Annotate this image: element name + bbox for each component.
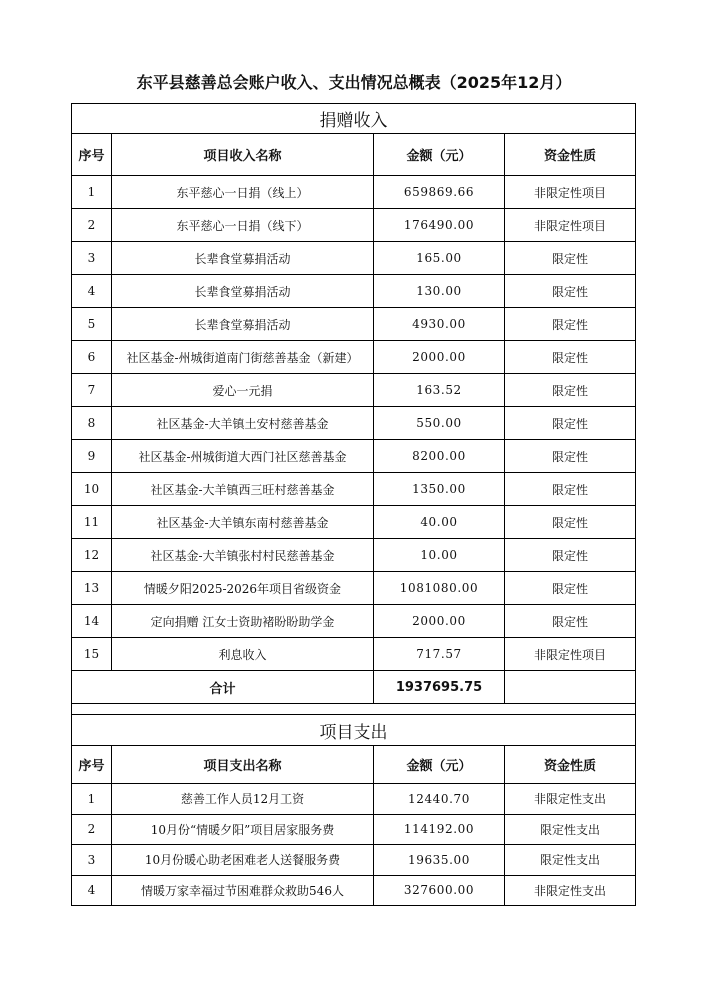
cell-name: 东平慈心一日捐（线上）: [112, 176, 374, 209]
cell-name: 定向捐赠 江女士资助褚盼盼助学金: [112, 605, 374, 638]
col-header-nature: 资金性质: [505, 134, 636, 176]
cell-seq: 14: [72, 605, 112, 638]
cell-seq: 11: [72, 506, 112, 539]
col-header-amount: 金额（元）: [374, 746, 505, 784]
table-row: [72, 814, 636, 845]
table-row: [72, 572, 636, 605]
cell-nature: 限定性支出: [505, 845, 636, 876]
cell-name: 社区基金-州城街道南门街慈善基金（新建）: [112, 341, 374, 374]
cell-amount: 1081080.00: [374, 572, 505, 605]
col-header-seq: 序号: [72, 746, 112, 784]
cell-name: 社区基金-大羊镇西三旺村慈善基金: [112, 473, 374, 506]
income-column-headers: [72, 134, 636, 176]
cell-seq: 1: [72, 784, 112, 815]
table-row: [72, 506, 636, 539]
cell-amount: 1350.00: [374, 473, 505, 506]
cell-nature: 限定性: [505, 242, 636, 275]
cell-nature: 限定性: [505, 605, 636, 638]
cell-nature: 限定性: [505, 572, 636, 605]
cell-seq: 15: [72, 638, 112, 671]
table-row: [72, 374, 636, 407]
cell-name: 社区基金-大羊镇张村村民慈善基金: [112, 539, 374, 572]
cell-seq: 1: [72, 176, 112, 209]
income-total-row: [72, 671, 636, 704]
col-header-name: 项目支出名称: [112, 746, 374, 784]
cell-name: 社区基金-大羊镇东南村慈善基金: [112, 506, 374, 539]
cell-seq: 4: [72, 875, 112, 906]
cell-nature: 限定性: [505, 407, 636, 440]
cell-nature: 非限定性项目: [505, 176, 636, 209]
table-row: [72, 308, 636, 341]
table-row: [72, 407, 636, 440]
cell-name: 爱心一元捐: [112, 374, 374, 407]
cell-amount: 717.57: [374, 638, 505, 671]
table-row: [72, 209, 636, 242]
cell-nature: 非限定性支出: [505, 875, 636, 906]
cell-amount: 176490.00: [374, 209, 505, 242]
cell-nature: 非限定性项目: [505, 638, 636, 671]
total-nature-empty: [505, 671, 636, 704]
cell-amount: 550.00: [374, 407, 505, 440]
expense-section-header: [72, 715, 636, 746]
cell-nature: 限定性: [505, 341, 636, 374]
cell-nature: 限定性: [505, 440, 636, 473]
cell-seq: 2: [72, 814, 112, 845]
table-row: [72, 440, 636, 473]
cell-amount: 2000.00: [374, 605, 505, 638]
cell-amount: 659869.66: [374, 176, 505, 209]
expense-column-headers: [72, 746, 636, 784]
cell-nature: 限定性支出: [505, 814, 636, 845]
cell-nature: 限定性: [505, 308, 636, 341]
table-row: [72, 176, 636, 209]
cell-seq: 10: [72, 473, 112, 506]
cell-amount: 12440.70: [374, 784, 505, 815]
col-header-seq: 序号: [72, 134, 112, 176]
cell-amount: 165.00: [374, 242, 505, 275]
expense-section-title: 项目支出: [72, 715, 636, 746]
cell-seq: 13: [72, 572, 112, 605]
cell-name: 东平慈心一日捐（线下）: [112, 209, 374, 242]
cell-amount: 130.00: [374, 275, 505, 308]
cell-seq: 8: [72, 407, 112, 440]
cell-nature: 限定性: [505, 374, 636, 407]
cell-nature: 非限定性项目: [505, 209, 636, 242]
total-label: 合计: [72, 671, 374, 704]
cell-nature: 非限定性支出: [505, 784, 636, 815]
cell-seq: 2: [72, 209, 112, 242]
cell-nature: 限定性: [505, 506, 636, 539]
table-row: [72, 242, 636, 275]
cell-name: 10月份暖心助老困难老人送餐服务费: [112, 845, 374, 876]
total-amount: 1937695.75: [374, 671, 505, 704]
cell-amount: 8200.00: [374, 440, 505, 473]
cell-amount: 163.52: [374, 374, 505, 407]
cell-name: 情暖夕阳2025-2026年项目省级资金: [112, 572, 374, 605]
cell-seq: 5: [72, 308, 112, 341]
spacer-cell: [72, 704, 636, 715]
table-row: [72, 845, 636, 876]
table-row: [72, 341, 636, 374]
section-spacer: [72, 704, 636, 715]
cell-seq: 4: [72, 275, 112, 308]
cell-amount: 114192.00: [374, 814, 505, 845]
cell-seq: 6: [72, 341, 112, 374]
cell-amount: 10.00: [374, 539, 505, 572]
income-section-header: [72, 104, 636, 134]
col-header-name: 项目收入名称: [112, 134, 374, 176]
cell-amount: 4930.00: [374, 308, 505, 341]
cell-amount: 327600.00: [374, 875, 505, 906]
cell-name: 情暖万家幸福过节困难群众救助546人: [112, 875, 374, 906]
table-row: [72, 473, 636, 506]
col-header-nature: 资金性质: [505, 746, 636, 784]
cell-name: 慈善工作人员12月工资: [112, 784, 374, 815]
table-row: [72, 875, 636, 906]
cell-name: 长辈食堂募捐活动: [112, 308, 374, 341]
cell-seq: 9: [72, 440, 112, 473]
cell-amount: 19635.00: [374, 845, 505, 876]
cell-name: 社区基金-州城街道大西门社区慈善基金: [112, 440, 374, 473]
table-row: [72, 539, 636, 572]
table-row: [72, 784, 636, 815]
cell-name: 10月份“情暖夕阳”项目居家服务费: [112, 814, 374, 845]
table-row: [72, 605, 636, 638]
cell-name: 利息收入: [112, 638, 374, 671]
cell-seq: 12: [72, 539, 112, 572]
summary-table: [71, 103, 636, 906]
cell-nature: 限定性: [505, 473, 636, 506]
page-title: 东平县慈善总会账户收入、支出情况总概表（2025年12月）: [136, 73, 572, 92]
cell-name: 长辈食堂募捐活动: [112, 275, 374, 308]
cell-amount: 2000.00: [374, 341, 505, 374]
col-header-amount: 金额（元）: [374, 134, 505, 176]
cell-name: 社区基金-大羊镇土安村慈善基金: [112, 407, 374, 440]
table-row: [72, 638, 636, 671]
cell-nature: 限定性: [505, 539, 636, 572]
cell-seq: 7: [72, 374, 112, 407]
cell-seq: 3: [72, 845, 112, 876]
table-row: [72, 275, 636, 308]
cell-amount: 40.00: [374, 506, 505, 539]
cell-name: 长辈食堂募捐活动: [112, 242, 374, 275]
income-section-title: 捐赠收入: [72, 104, 636, 134]
cell-seq: 3: [72, 242, 112, 275]
cell-nature: 限定性: [505, 275, 636, 308]
